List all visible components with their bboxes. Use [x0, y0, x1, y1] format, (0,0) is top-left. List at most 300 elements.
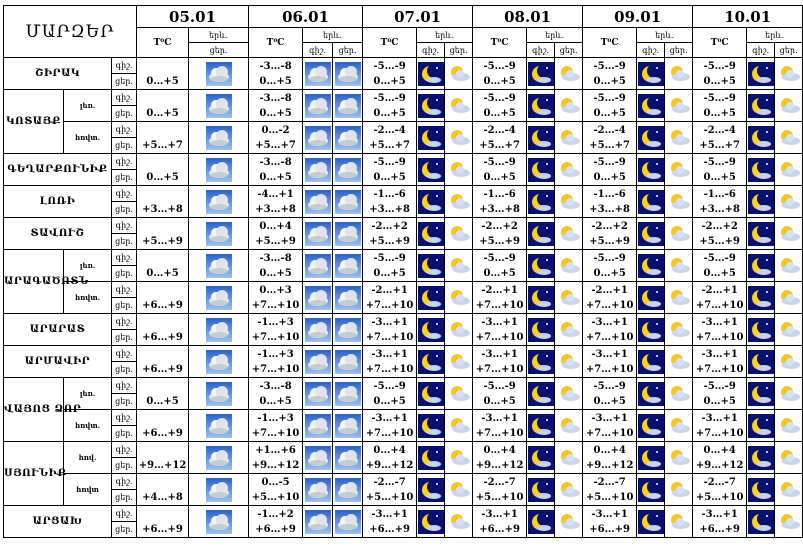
day-temperature: 0…+5 — [703, 267, 736, 279]
temperature-cell — [137, 250, 189, 282]
weather-icon-cell — [189, 442, 249, 474]
night-label: գիշ. — [112, 346, 136, 362]
region-name: ԱՐՑԱԽ — [4, 506, 112, 538]
weather-icon-cell — [775, 186, 803, 218]
day-temperature: 0…+5 — [593, 171, 626, 183]
weather-icon-cell — [665, 506, 693, 538]
region-name: ԱՐԱԳԱԾՈՏՆ — [4, 250, 64, 314]
region-name: ՍՅՈՒՆԻՔ — [4, 442, 64, 506]
night-temperature: -5…-9 — [593, 60, 626, 72]
night-temperature: -3…+1 — [481, 508, 518, 520]
sun-cloud-icon — [446, 286, 472, 310]
day-temperature: +9…+12 — [251, 459, 300, 471]
weather-icon-cell — [555, 218, 583, 250]
night-temperature: -1…-6 — [373, 188, 406, 200]
temperature-cell — [137, 122, 189, 154]
region-name: ԳԵՂԱՐՔՈՒՆԻՔ — [4, 154, 112, 186]
table-row — [4, 186, 803, 218]
cloud-icon — [305, 382, 331, 406]
night-temperature: -5…-9 — [483, 156, 516, 168]
day-temperature: 0…+5 — [259, 107, 292, 119]
weather-icon-cell — [747, 474, 775, 506]
night-temperature: -3…+1 — [371, 412, 408, 424]
temperature-cell — [693, 218, 747, 250]
temperature-cell — [249, 474, 303, 506]
weather-icon-cell — [303, 506, 333, 538]
weather-icon-cell — [747, 314, 775, 346]
weather-icon-cell — [665, 282, 693, 314]
night-temperature: +1…+6 — [255, 444, 296, 456]
temperature-cell — [583, 58, 637, 90]
day-temperature: +5…+7 — [479, 139, 520, 151]
temperature-cell — [473, 58, 527, 90]
cloud-icon — [335, 318, 361, 342]
night-temperature: -3…+1 — [701, 412, 738, 424]
moon-icon — [528, 478, 554, 502]
day-label: ցեր. — [115, 269, 133, 278]
weather-icon-cell — [333, 346, 363, 378]
temp-header: T⁰C — [583, 28, 637, 58]
weather-icon-cell — [303, 90, 333, 122]
weather-icon-cell — [527, 282, 555, 314]
subregion-name: հովտ. — [64, 122, 112, 154]
sun-cloud-icon — [776, 158, 802, 182]
day-temperature: +7…+10 — [695, 363, 744, 375]
day-temperature: 0…+5 — [483, 267, 516, 279]
moon-icon — [748, 318, 774, 342]
cloud-icon — [305, 414, 331, 438]
sun-cloud-icon — [776, 318, 802, 342]
night-temperature — [137, 411, 188, 426]
table-row — [4, 410, 803, 442]
weather-icon-cell — [775, 474, 803, 506]
day-temperature: 0…+5 — [703, 395, 736, 407]
weather-icon-cell — [747, 442, 775, 474]
weather-icon-cell — [417, 378, 445, 410]
temperature-cell — [693, 282, 747, 314]
temperature-cell — [583, 154, 637, 186]
temperature-cell — [693, 506, 747, 538]
night-temperature — [137, 347, 188, 362]
temperature-cell — [363, 122, 417, 154]
night-temperature: -3…+1 — [701, 508, 738, 520]
temperature-cell — [363, 410, 417, 442]
temperature-cell — [693, 314, 747, 346]
temperature-cell — [137, 58, 189, 90]
cloud-icon — [305, 190, 331, 214]
cloud-icon — [335, 190, 361, 214]
day-temperature: 0…+5 — [483, 171, 516, 183]
weather-icon-cell — [417, 410, 445, 442]
weather-icon-cell — [775, 506, 803, 538]
temperature-cell — [249, 250, 303, 282]
weather-icon-cell — [637, 506, 665, 538]
cloud-icon — [206, 126, 232, 150]
phenomena-header: երև. — [637, 28, 693, 43]
day-temperature: +7…+10 — [365, 331, 414, 343]
moon-icon — [528, 446, 554, 470]
weather-icon-cell — [445, 90, 473, 122]
temperature-cell — [583, 346, 637, 378]
weather-icon-cell — [665, 122, 693, 154]
temp-header: T⁰C — [249, 28, 303, 58]
moon-icon — [748, 510, 774, 534]
sun-cloud-icon — [666, 222, 692, 246]
night-temperature: 0…+4 — [373, 444, 406, 456]
day-temperature: +7…+10 — [475, 427, 524, 439]
weather-icon-cell — [445, 314, 473, 346]
moon-icon — [418, 222, 444, 246]
temperature-cell — [693, 250, 747, 282]
night-temperature: -3…-8 — [259, 92, 292, 104]
day-temperature: +7…+10 — [251, 427, 300, 439]
night-label: գիշ. — [112, 506, 136, 522]
temperature-cell — [249, 442, 303, 474]
temperature-cell — [583, 186, 637, 218]
temperature-cell — [249, 410, 303, 442]
weather-icon-cell — [303, 122, 333, 154]
day-temperature: +9…+12 — [475, 459, 524, 471]
moon-icon — [528, 190, 554, 214]
day-subheader: ցեր. — [555, 43, 583, 58]
phenomena-header: երև. — [303, 28, 363, 43]
weather-icon-cell — [637, 218, 665, 250]
weather-icon-cell — [775, 314, 803, 346]
sun-cloud-icon — [446, 222, 472, 246]
moon-icon — [638, 382, 664, 406]
day-label: ցեր. — [115, 205, 133, 214]
sun-cloud-icon — [446, 382, 472, 406]
weather-icon-cell — [303, 154, 333, 186]
day-label: ցեր. — [115, 397, 133, 406]
cloud-icon — [206, 510, 232, 534]
night-temperature — [137, 283, 188, 298]
table-row — [4, 314, 803, 346]
day-night-labels — [112, 410, 137, 442]
day-temperature: +7…+10 — [251, 363, 300, 375]
night-temperature: -2…+1 — [371, 284, 408, 296]
cloud-icon — [335, 478, 361, 502]
weather-icon-cell — [333, 410, 363, 442]
weather-icon-cell — [189, 314, 249, 346]
subregion-name: հովտ. — [64, 410, 112, 442]
day-night-labels — [112, 58, 137, 90]
day-temperature: +5…+7 — [589, 139, 630, 151]
weather-icon-cell — [637, 58, 665, 90]
weather-icon-cell — [333, 314, 363, 346]
night-temperature: -5…-9 — [483, 92, 516, 104]
night-temperature: -5…-9 — [483, 380, 516, 392]
weather-icon-cell — [333, 186, 363, 218]
temperature-cell — [249, 90, 303, 122]
day-temperature: +3…+8 — [589, 203, 630, 215]
sun-cloud-icon — [666, 382, 692, 406]
temperature-cell — [363, 378, 417, 410]
cloud-icon — [206, 190, 232, 214]
temp-header: T⁰C — [473, 28, 527, 58]
weather-icon-cell — [555, 154, 583, 186]
sun-cloud-icon — [446, 318, 472, 342]
cloud-icon — [206, 94, 232, 118]
day-temperature: +5…+9 — [255, 235, 296, 247]
moon-icon — [638, 510, 664, 534]
forecast-table — [3, 5, 803, 538]
weather-icon-cell — [665, 314, 693, 346]
weather-icon-cell — [189, 410, 249, 442]
moon-icon — [638, 254, 664, 278]
weather-icon-cell — [665, 410, 693, 442]
night-temperature: -5…-9 — [703, 380, 736, 392]
temperature-cell — [473, 314, 527, 346]
moon-icon — [748, 62, 774, 86]
weather-icon-cell — [333, 442, 363, 474]
night-subheader: գիշ. — [303, 43, 333, 58]
moon-icon — [748, 254, 774, 278]
day-temperature: +6…+9 — [255, 523, 296, 535]
weather-icon-cell — [333, 58, 363, 90]
day-temperature: +3…+8 — [255, 203, 296, 215]
temperature-cell — [473, 282, 527, 314]
temperature-cell — [583, 506, 637, 538]
sun-cloud-icon — [446, 94, 472, 118]
temperature-cell — [249, 506, 303, 538]
weather-icon-cell — [527, 250, 555, 282]
temperature-cell — [249, 154, 303, 186]
night-temperature: -5…-9 — [593, 380, 626, 392]
day-label: ցեր. — [115, 461, 133, 470]
moon-icon — [638, 446, 664, 470]
sun-cloud-icon — [556, 190, 582, 214]
night-label: գիշ. — [112, 58, 136, 74]
moon-icon — [528, 222, 554, 246]
temperature-cell — [137, 378, 189, 410]
weather-icon-cell — [665, 346, 693, 378]
phenomena-header: երև. — [747, 28, 803, 43]
table-row — [4, 378, 803, 410]
moon-icon — [418, 254, 444, 278]
day-temperature: 0…+5 — [259, 75, 292, 87]
weather-icon-cell — [747, 186, 775, 218]
night-temperature: -5…-9 — [593, 252, 626, 264]
sun-cloud-icon — [446, 510, 472, 534]
weather-icon-cell — [665, 474, 693, 506]
weather-icon-cell — [527, 218, 555, 250]
region-name: ՏԱՎՈՒՇ — [4, 218, 112, 250]
day-temperature: +6…+9 — [142, 331, 183, 343]
cloud-icon — [335, 158, 361, 182]
moon-icon — [638, 62, 664, 86]
weather-icon-cell — [333, 506, 363, 538]
weather-icon-cell — [775, 346, 803, 378]
temp-header: T⁰C — [693, 28, 747, 58]
weather-icon-cell — [637, 122, 665, 154]
weather-icon-cell — [527, 122, 555, 154]
night-temperature: -3…-8 — [259, 156, 292, 168]
weather-icon-cell — [189, 250, 249, 282]
weather-icon-cell — [333, 90, 363, 122]
weather-icon-cell — [665, 250, 693, 282]
night-subheader: գիշ. — [417, 43, 445, 58]
weather-icon-cell — [637, 250, 665, 282]
cloud-icon — [335, 510, 361, 534]
temperature-cell — [693, 410, 747, 442]
day-temperature: +7…+10 — [475, 331, 524, 343]
moon-icon — [418, 350, 444, 374]
weather-icon-cell — [417, 58, 445, 90]
weather-icon-cell — [303, 186, 333, 218]
moon-icon — [528, 286, 554, 310]
day-night-labels — [112, 314, 137, 346]
night-temperature — [137, 315, 188, 330]
temperature-cell — [363, 186, 417, 218]
day-night-labels — [112, 186, 137, 218]
cloud-icon — [305, 158, 331, 182]
day-label: ցեր. — [115, 141, 133, 150]
temperature-cell — [249, 314, 303, 346]
day-temperature: 0…+5 — [703, 75, 736, 87]
night-label: գիշ. — [112, 250, 136, 266]
weather-icon-cell — [445, 58, 473, 90]
day-temperature: +6…+9 — [142, 523, 183, 535]
sun-cloud-icon — [666, 286, 692, 310]
weather-icon-cell — [665, 378, 693, 410]
night-temperature: -3…-8 — [259, 252, 292, 264]
temperature-cell — [693, 442, 747, 474]
temperature-cell — [363, 442, 417, 474]
night-temperature — [137, 379, 188, 394]
night-temperature — [137, 443, 188, 458]
sun-cloud-icon — [666, 510, 692, 534]
day-label: ցեր. — [115, 365, 133, 374]
cloud-icon — [206, 382, 232, 406]
moon-icon — [638, 158, 664, 182]
temperature-cell — [693, 154, 747, 186]
night-temperature: -3…+1 — [371, 316, 408, 328]
day-temperature: +3…+8 — [142, 203, 183, 215]
day-temperature: +5…+7 — [255, 139, 296, 151]
weather-icon-cell — [417, 474, 445, 506]
weather-icon-cell — [417, 442, 445, 474]
temperature-cell — [137, 218, 189, 250]
night-temperature: -5…-9 — [373, 252, 406, 264]
moon-icon — [418, 158, 444, 182]
weather-icon-cell — [445, 378, 473, 410]
sun-cloud-icon — [446, 350, 472, 374]
temperature-cell — [249, 378, 303, 410]
moon-icon — [638, 414, 664, 438]
weather-icon-cell — [303, 282, 333, 314]
weather-icon-cell — [747, 90, 775, 122]
moon-icon — [638, 190, 664, 214]
weather-icon-cell — [417, 314, 445, 346]
weather-icon-cell — [417, 186, 445, 218]
weather-icon-cell — [445, 506, 473, 538]
temperature-cell — [473, 186, 527, 218]
sun-cloud-icon — [776, 286, 802, 310]
night-temperature: 0…+4 — [259, 220, 292, 232]
moon-icon — [418, 318, 444, 342]
sun-cloud-icon — [556, 222, 582, 246]
day-temperature: 0…+5 — [593, 395, 626, 407]
weather-icon-cell — [555, 410, 583, 442]
cloud-icon — [206, 254, 232, 278]
sun-cloud-icon — [776, 126, 802, 150]
day-label: ցեր. — [115, 77, 133, 86]
sun-cloud-icon — [556, 350, 582, 374]
night-temperature: -1…+3 — [257, 316, 294, 328]
sun-cloud-icon — [776, 478, 802, 502]
temperature-cell — [473, 250, 527, 282]
date-header: 10.01 — [693, 6, 803, 28]
day-temperature: +5…+9 — [699, 235, 741, 247]
weather-icon-cell — [303, 474, 333, 506]
temperature-cell — [693, 122, 747, 154]
day-temperature: +4…+8 — [142, 491, 183, 503]
day-temperature: +5…+10 — [695, 491, 744, 503]
day-temperature: 0…+5 — [146, 107, 179, 119]
table-row — [4, 506, 803, 538]
date-header: 05.01 — [137, 6, 249, 28]
temperature-cell — [583, 90, 637, 122]
sun-cloud-icon — [446, 254, 472, 278]
weather-icon-cell — [189, 218, 249, 250]
night-temperature — [137, 91, 188, 106]
night-temperature: -3…+1 — [481, 412, 518, 424]
night-label: գիշ. — [112, 474, 136, 490]
phenomena-header: երև. — [527, 28, 583, 43]
weather-icon-cell — [527, 346, 555, 378]
moon-icon — [418, 286, 444, 310]
temperature-cell — [473, 410, 527, 442]
sun-cloud-icon — [446, 126, 472, 150]
weather-icon-cell — [775, 90, 803, 122]
cloud-icon — [206, 286, 232, 310]
night-temperature: -1…-6 — [483, 188, 516, 200]
day-night-labels — [112, 346, 137, 378]
moon-icon — [748, 94, 774, 118]
temperature-cell — [473, 90, 527, 122]
night-label: գիշ. — [112, 218, 136, 234]
moon-icon — [638, 318, 664, 342]
moon-icon — [418, 190, 444, 214]
day-temperature: 0…+5 — [373, 267, 406, 279]
night-temperature: -5…-9 — [373, 92, 406, 104]
day-temperature: +5…+10 — [475, 491, 524, 503]
moon-icon — [748, 190, 774, 214]
temperature-cell — [249, 122, 303, 154]
moon-icon — [638, 350, 664, 374]
night-label: գիշ. — [112, 442, 136, 458]
weather-icon-cell — [445, 410, 473, 442]
table-row — [4, 346, 803, 378]
cloud-icon — [335, 254, 361, 278]
night-temperature: -3…+1 — [481, 316, 518, 328]
night-temperature: -2…-7 — [593, 476, 626, 488]
weather-icon-cell — [555, 506, 583, 538]
weather-icon-cell — [527, 378, 555, 410]
day-night-labels — [112, 90, 137, 122]
temperature-cell — [363, 218, 417, 250]
day-subheader: ցեր. — [665, 43, 693, 58]
temperature-cell — [249, 346, 303, 378]
temperature-cell — [137, 282, 189, 314]
weather-icon-cell — [527, 186, 555, 218]
moon-icon — [528, 254, 554, 278]
table-row — [4, 282, 803, 314]
weather-icon-cell — [417, 218, 445, 250]
day-temperature: +7…+10 — [585, 299, 634, 311]
weather-icon-cell — [637, 154, 665, 186]
